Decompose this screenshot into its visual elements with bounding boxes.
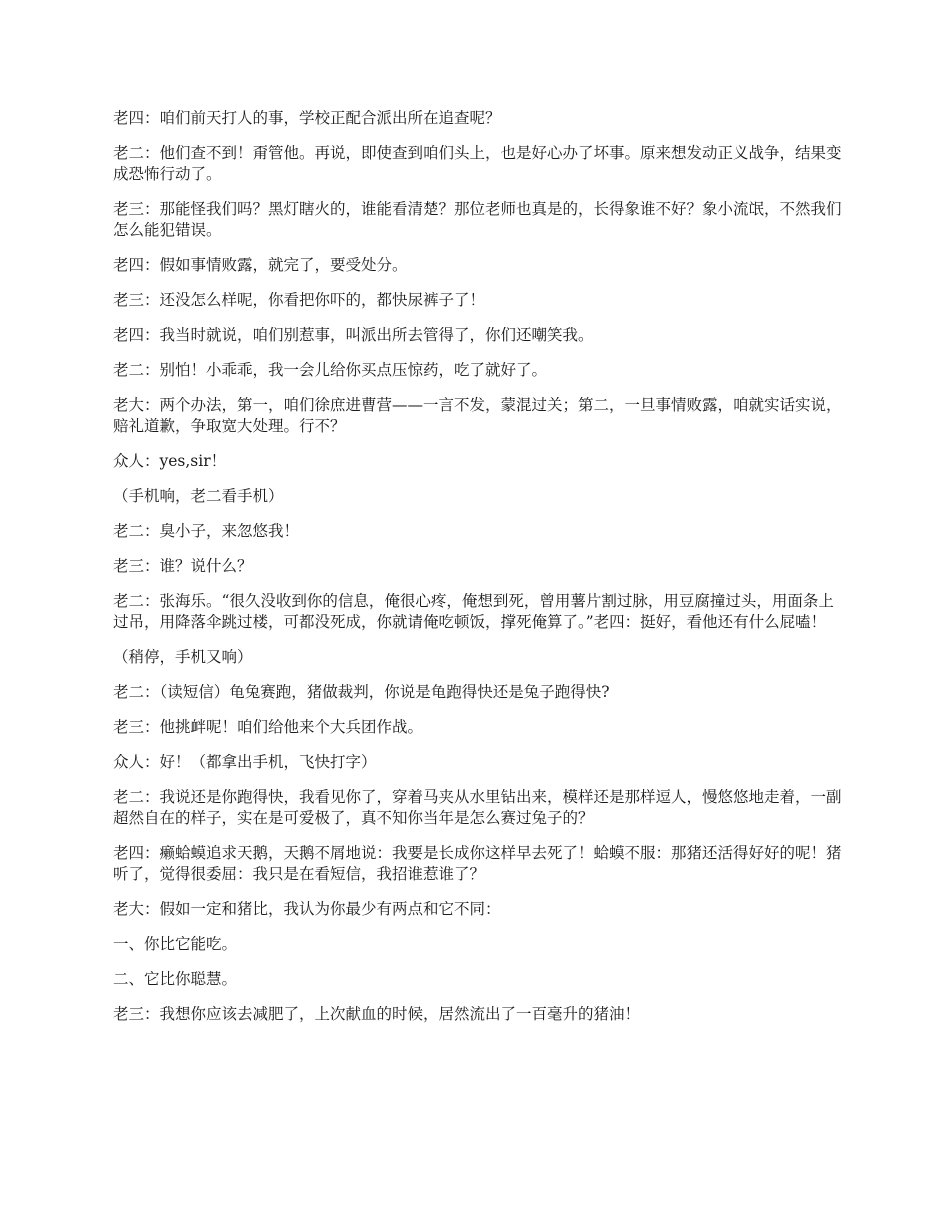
dialogue-line: 老四：癞蛤蟆追求天鹅，天鹅不屑地说：我要是长成你这样早去死了！蛤蟆不服：那猪还活得好好的呢！猪听了，觉得很委屈：我只是在看短信，我招谁惹谁了？ — [113, 844, 842, 883]
dialogue-line: 众人：yes,sir！ — [113, 452, 227, 470]
dialogue-line: 老二：（读短信）龟兔赛跑，猪做裁判，你说是龟跑得快还是兔子跑得快? — [113, 683, 610, 701]
dialogue-line: 老三：他挑衅呢！咱们给他来个大兵团作战。 — [113, 718, 424, 736]
dialogue-line: 老二：他们查不到！甭管他。再说，即使查到咱们头上，也是好心办了坏事。原来想发动正义战争，结果变成恐怖行动了。 — [113, 144, 842, 183]
dialogue-line: 老三：那能怪我们吗？黑灯瞎火的，谁能看清楚？那位老师也真是的，长得象谁不好？象小流氓，不然我们怎么能犯错误。 — [113, 200, 842, 239]
stage-direction: （稍停，手机又响） — [113, 648, 253, 666]
dialogue-line: 老二：张海乐。“很久没收到你的信息，俺很心疼，俺想到死，曾用薯片割过脉，用豆腐撞过头，用面条上过吊，用降落伞跳过楼，可都没死成，你就请俺吃顿饭，撑死俺算了。”老四：挺好，看他还有什么屁嗑！ — [113, 592, 834, 631]
dialogue-line: 老三：我想你应该去减肥了，上次献血的时候，居然流出了一百毫升的猪油！ — [113, 1005, 641, 1023]
stage-direction: （手机响，老二看手机） — [113, 487, 284, 505]
list-item: 一、你比它能吃。 — [113, 935, 238, 953]
dialogue-line: 老大：假如一定和猪比，我认为你最少有两点和它不同： — [113, 900, 501, 918]
dialogue-line: 众人：好！（都拿出手机，飞快打字） — [113, 753, 377, 771]
document-body — [113, 108, 843, 1039]
dialogue-line: 老三：谁？说什么？ — [113, 557, 253, 575]
dialogue-line: 老二：臭小子，来忽悠我！ — [113, 522, 300, 540]
dialogue-line: 老四：假如事情败露，就完了，要受处分。 — [113, 256, 408, 274]
dialogue-line: 老四：咱们前天打人的事，学校正配合派出所在追查呢？ — [113, 109, 501, 127]
dialogue-line: 老四：我当时就说，咱们别惹事，叫派出所去管得了，你们还嘲笑我。 — [113, 326, 594, 344]
dialogue-line: 老二：我说还是你跑得快，我看见你了，穿着马夹从水里钻出来，模样还是那样逗人，慢悠悠地走着，一副超然自在的样子，实在是可爱极了，真不知你当年是怎么赛过兔子的？ — [113, 788, 842, 827]
dialogue-line: 老二：别怕！小乖乖，我一会儿给你买点压惊药，吃了就好了。 — [113, 361, 548, 379]
dialogue-line: 老大：两个办法，第一，咱们徐庶进曹营——一言不发，蒙混过关；第二，一旦事情败露，咱就实话实说，赔礼道歉，争取宽大处理。行不？ — [113, 396, 842, 435]
dialogue-line: 老三：还没怎么样呢，你看把你吓的，都快尿裤子了！ — [113, 291, 486, 309]
list-item: 二、它比你聪慧。 — [113, 970, 238, 988]
